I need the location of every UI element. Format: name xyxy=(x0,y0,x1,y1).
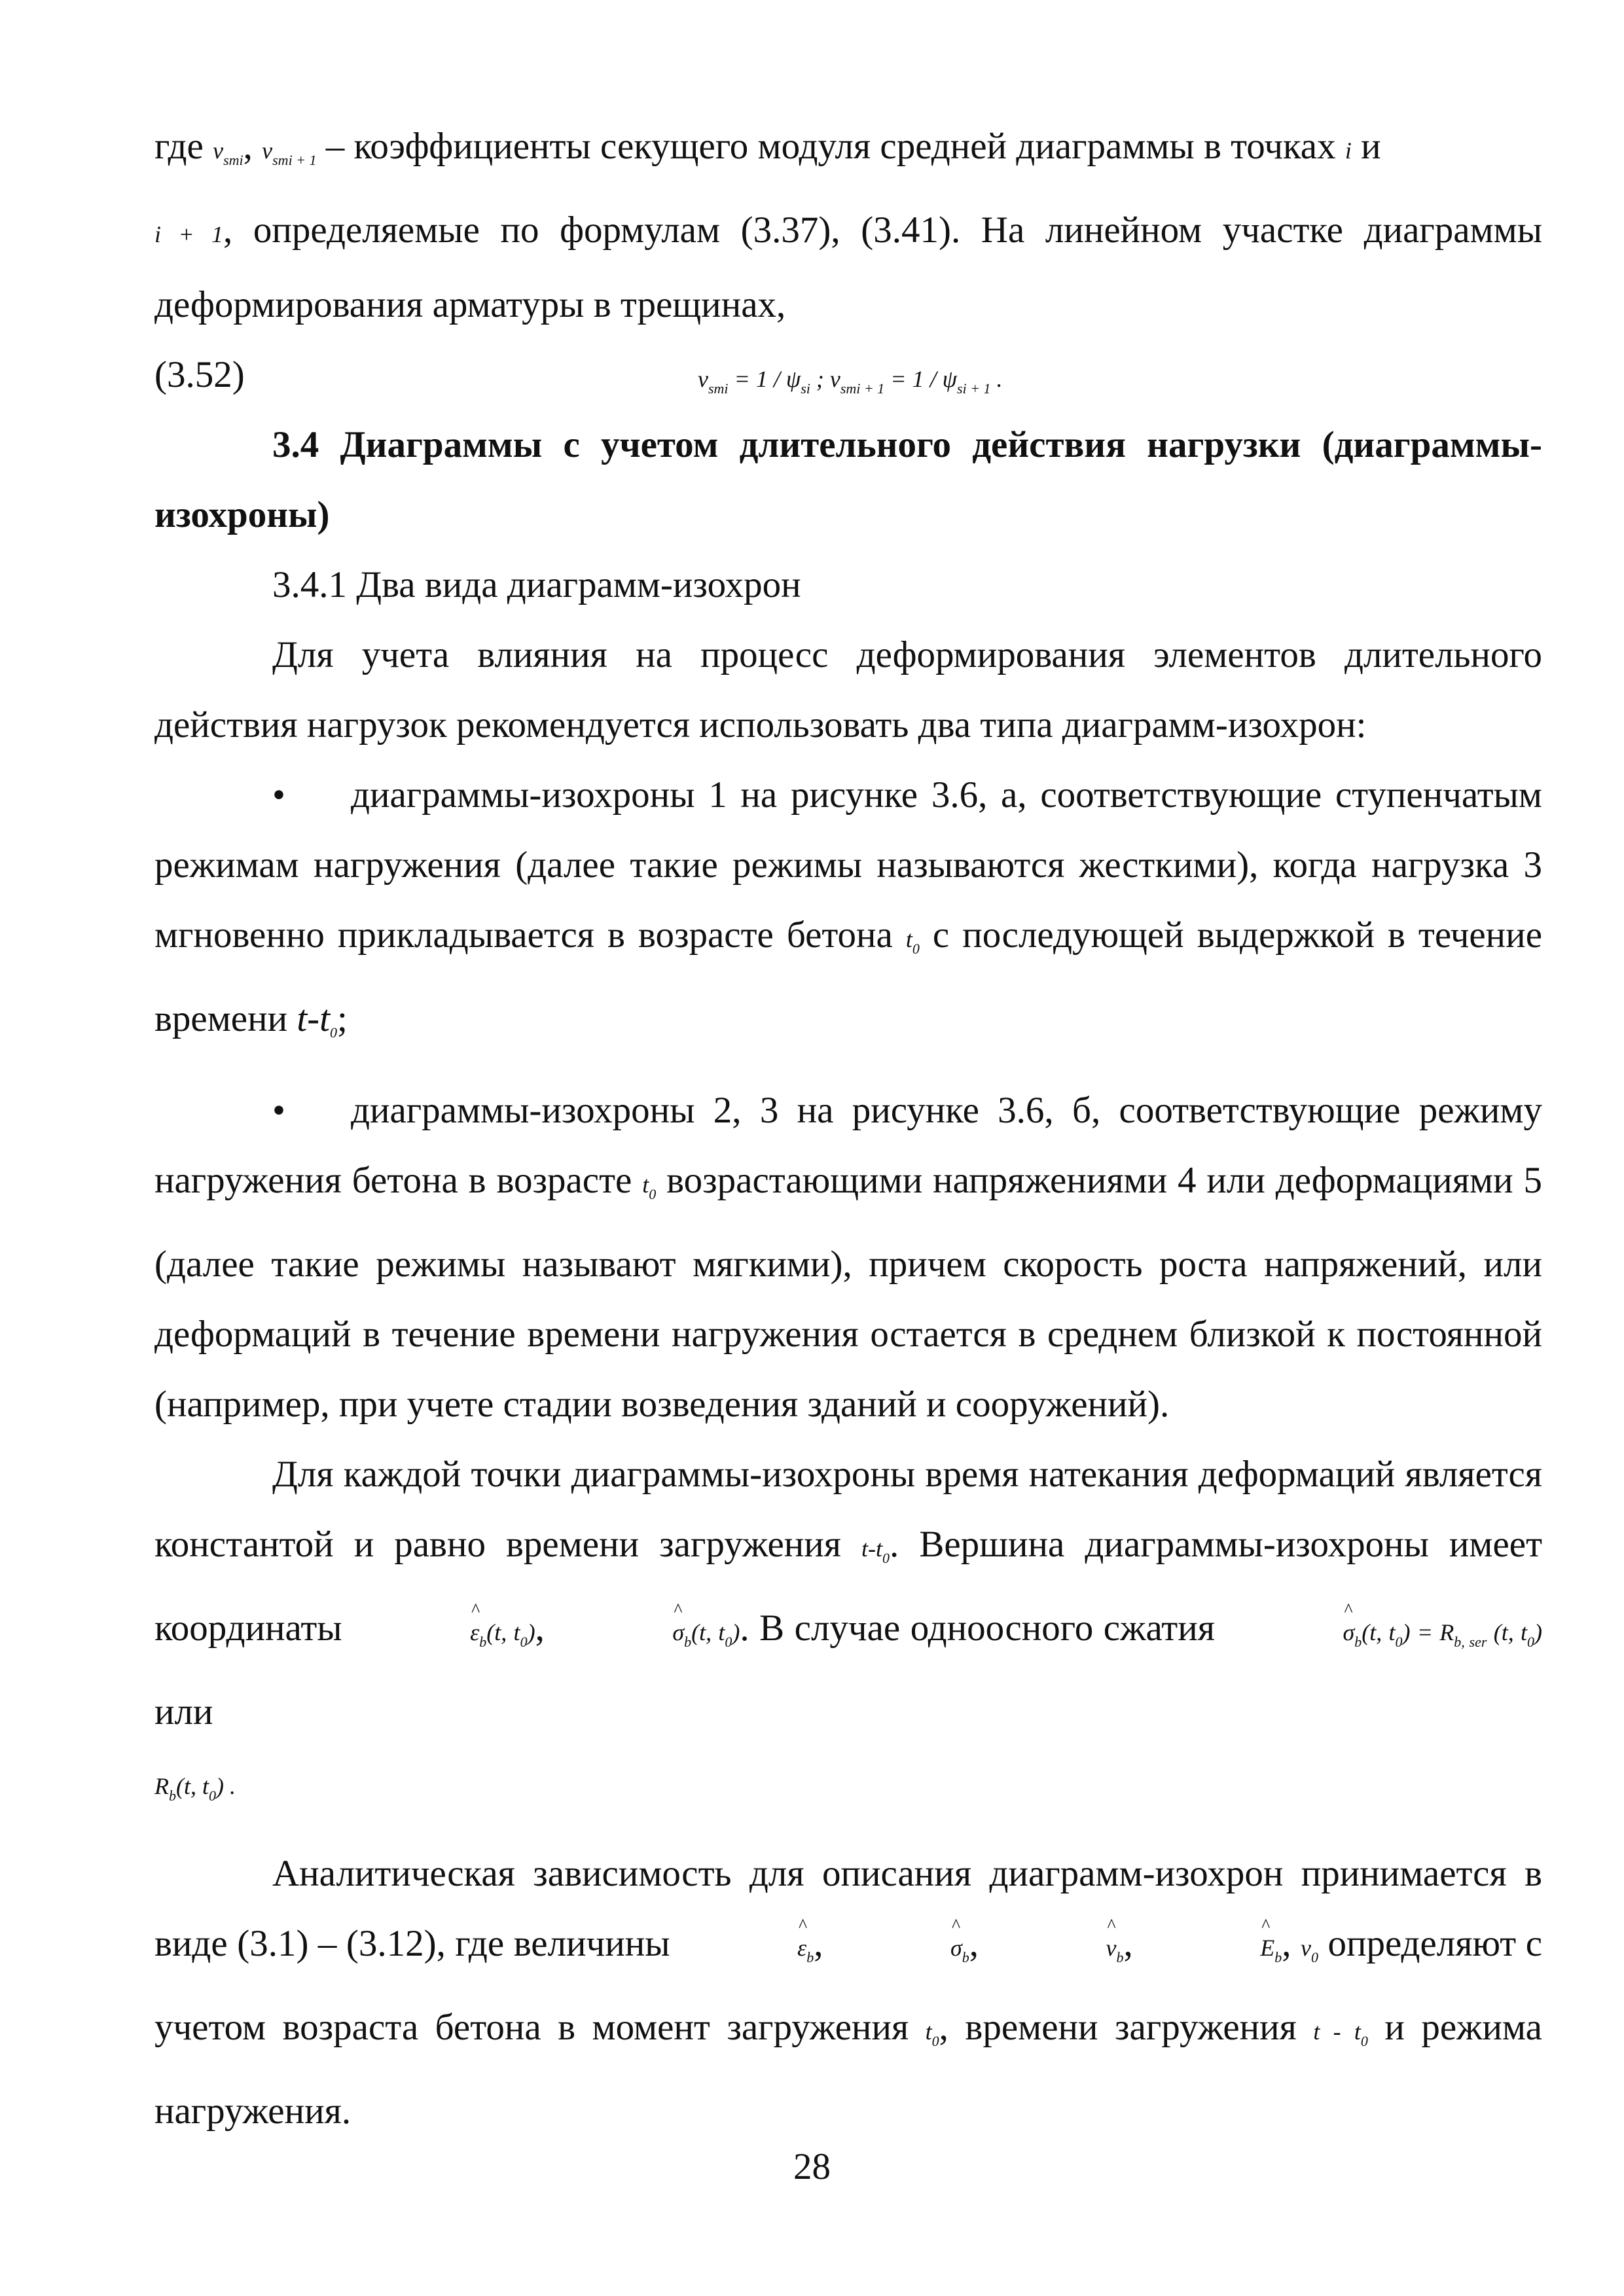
math-sub: b xyxy=(962,1949,969,1965)
text-span: , xyxy=(243,126,262,167)
text-span: . Вершина диаграммы-изохроны имеет координаты xyxy=(154,1524,1542,1649)
text-span: , времени загружения xyxy=(939,2007,1314,2048)
math-i: i xyxy=(1344,137,1352,164)
math-sub: 0 xyxy=(1527,1634,1534,1650)
math-sub: b xyxy=(1274,1949,1282,1965)
text-span: Аналитическая зависимость для описания диаграмм-изохрон принимается в виде (3.1) – (3.12), где величины xyxy=(154,1853,1542,1964)
math-sub: 0 xyxy=(912,941,920,957)
math-sub: b xyxy=(479,1634,487,1650)
math-sub: 0 xyxy=(520,1634,528,1650)
math-text: ) xyxy=(732,1619,740,1645)
math-sub: 0 xyxy=(882,1550,890,1566)
math-text: = 1 / ψ xyxy=(728,366,801,392)
math-sub: b xyxy=(169,1787,176,1804)
math-sub: 0 xyxy=(209,1787,216,1804)
math-text: ; ν xyxy=(810,366,840,392)
math-sub: si + 1 xyxy=(956,380,991,397)
math-sub: 0 xyxy=(1395,1634,1403,1650)
math-t-t0: t - t xyxy=(1313,2018,1361,2045)
equation-3-52 xyxy=(154,340,1542,410)
math-sub: b xyxy=(684,1634,692,1650)
math-t: t xyxy=(642,1172,649,1198)
math-sub: 0 xyxy=(649,1186,657,1202)
math-nu0: ν xyxy=(1300,1935,1311,1961)
math-text: = 1 / ψ xyxy=(884,366,957,392)
math-text: (t, t xyxy=(486,1619,520,1645)
math-text: (t, t xyxy=(691,1619,725,1645)
text-span: Для каждой точки диаграммы-изохроны время натекания деформаций является константой и равно времени загружения xyxy=(154,1454,1542,1565)
text-span: диаграммы-изохроны 1 на рисунке 3.6, а, соответствующие ступенчатым режимам нагружения (далее такие режимы называются жесткими), когда нагрузка 3 мгновенно прикладывается в возрасте бетона xyxy=(154,774,1542,956)
text-span: , определяемые по формулам (3.37), (3.41). На линейном участке диаграммы деформирования арматуры в трещинах, xyxy=(154,209,1543,325)
section-heading: 3.4 Диаграммы с учетом длительного действия нагрузки (диаграммы-изохроны) xyxy=(154,424,1542,535)
math-sub: smi + 1 xyxy=(840,380,885,397)
body-text xyxy=(154,111,1542,2146)
math-text: . xyxy=(990,366,1003,392)
bullet-icon: • xyxy=(272,774,285,816)
math-R: R xyxy=(154,1773,169,1799)
math-sub: b, ser xyxy=(1454,1634,1487,1650)
text-span: , xyxy=(1282,1923,1301,1964)
math-sub: 0 xyxy=(1310,1949,1318,1965)
math-sub: smi xyxy=(223,152,244,168)
text-span: определяют с учетом возраста бетона в момент загружения xyxy=(154,1923,1543,2048)
math-sub: b xyxy=(1116,1949,1124,1965)
math-text: (t, t xyxy=(1362,1619,1396,1645)
math-nu: ν xyxy=(213,137,224,164)
bullet-icon: • xyxy=(272,1090,285,1131)
math-sub: 0 xyxy=(931,2033,939,2049)
math-eps-hat: ^ ε xyxy=(352,1598,479,1668)
paragraph-analytic xyxy=(154,1839,1542,2146)
text-span: с последующей выдержкой в течение времени xyxy=(154,914,1542,1039)
math-sub: 0 xyxy=(330,1024,337,1041)
text-span: , xyxy=(814,1923,833,1964)
text-span: . В случае одноосного сжатия xyxy=(740,1607,1225,1649)
math-text: ) = R xyxy=(1402,1619,1454,1645)
text-span: , xyxy=(969,1923,988,1964)
math-nu: ν xyxy=(262,137,273,164)
math-sub: 0 xyxy=(1360,2033,1368,2049)
math-nu-hat: ^ ν xyxy=(988,1913,1116,1983)
text-span: диаграммы-изохроны 2, 3 на рисунке 3.6, б, соответствующие режиму нагружения бетона в возрасте xyxy=(154,1090,1542,1201)
math-sub: si xyxy=(801,380,810,397)
math-sub: b xyxy=(806,1949,814,1965)
text-span: , xyxy=(535,1607,555,1649)
math-t-t0: t-t xyxy=(861,1535,883,1562)
text-span: где xyxy=(154,126,213,167)
text-span: или xyxy=(154,1691,213,1732)
math-sigma-hat: ^ σ xyxy=(833,1913,962,1983)
paragraph-vertex xyxy=(154,1439,1542,1831)
text-span: и xyxy=(1351,126,1381,167)
math-text: ) xyxy=(527,1619,535,1645)
bullet-item-1 xyxy=(154,760,1542,1067)
math-text: ) xyxy=(1534,1619,1542,1645)
math-sigma-hat: ^ σ xyxy=(554,1598,684,1668)
math-t: t xyxy=(925,2018,932,2045)
paragraph-types: Для учета влияния на процесс деформирования элементов длительного действия нагрузок рекомендуется использовать два типа диаграмм-изохрон: xyxy=(154,634,1542,745)
equation-number: (3.52) xyxy=(154,354,245,395)
math-sigma-hat: ^ σ xyxy=(1225,1598,1354,1668)
text-span: и режима нагружения. xyxy=(154,2007,1542,2132)
math-text: ) . xyxy=(216,1773,236,1799)
bullet-item-2 xyxy=(154,1075,1542,1439)
math-sub: smi + 1 xyxy=(272,152,317,168)
math-text: (t, t xyxy=(1487,1619,1527,1645)
math-sub: b xyxy=(1354,1634,1362,1650)
text-span: – коэффициенты секущего модуля средней диаграммы в точках xyxy=(316,126,1345,167)
subsection-heading: 3.4.1 Два вида диаграмм-изохрон xyxy=(272,564,801,605)
math-sub: smi xyxy=(708,380,729,397)
text-span: , xyxy=(1123,1923,1143,1964)
page-number: 28 xyxy=(793,2146,831,2187)
math-nu: ν xyxy=(698,366,708,392)
math-t-t0: t-t xyxy=(297,998,330,1039)
math-text: (t, t xyxy=(176,1773,209,1799)
math-t: t xyxy=(905,926,912,952)
math-i-plus-1: i + 1 xyxy=(154,221,224,247)
math-eps-hat: ^ ε xyxy=(679,1913,806,1983)
text-span: ; xyxy=(337,998,348,1039)
math-E-hat: ^ E xyxy=(1142,1913,1274,1983)
paragraph-intro xyxy=(154,111,1542,340)
equation-formula xyxy=(698,340,1002,423)
math-sub: 0 xyxy=(725,1634,732,1650)
text-span: возрастающими напряжениями 4 или деформациями 5 (далее такие режимы называют мягкими), причем скорость роста напряжений, или деформаций в течение времени нагружения остается в среднем близкой к постоянной (например, при учете стадии возведения зданий и сооружений). xyxy=(154,1160,1542,1425)
